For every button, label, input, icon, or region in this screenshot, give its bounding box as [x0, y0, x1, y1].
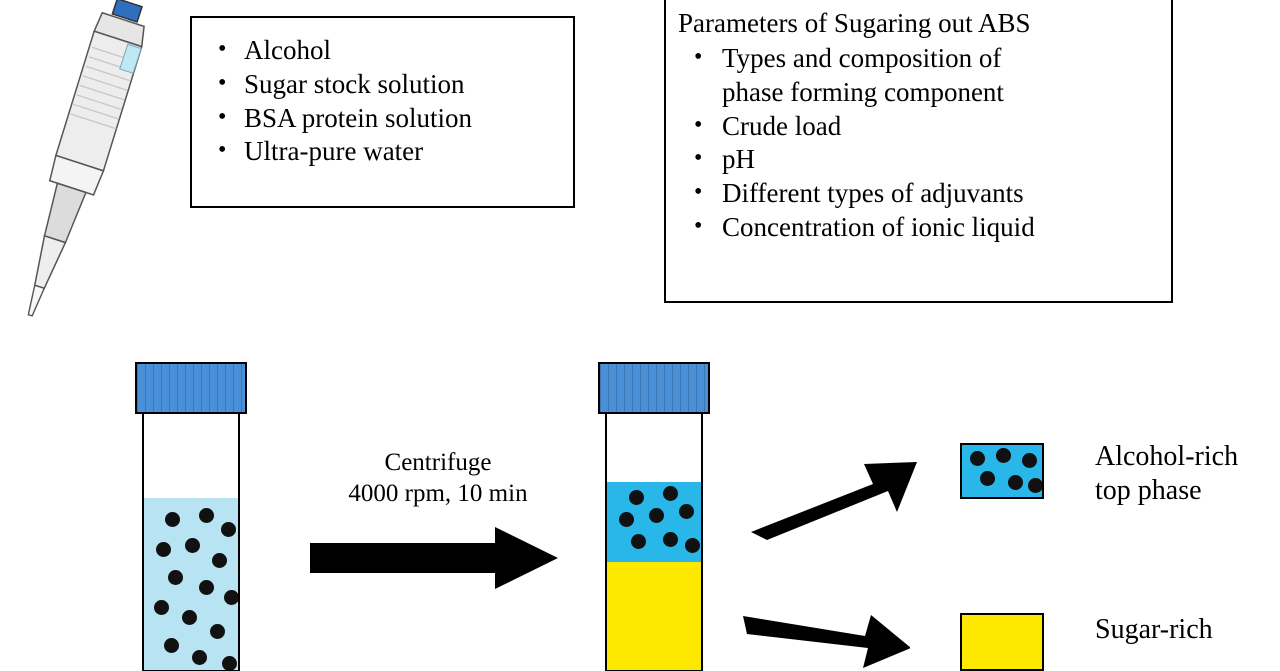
tube-after-centrifuge: [598, 362, 710, 671]
sugar-rich-bottom-phase: [607, 560, 701, 670]
parameters-list: [666, 42, 1171, 245]
sugar-rich-swatch: [960, 613, 1044, 671]
tube-before-centrifuge: [135, 362, 247, 671]
bottom-phase-arrow-icon: [735, 596, 910, 671]
list-item-continuation: phase forming component: [722, 76, 1004, 107]
tube-cap-icon: [598, 362, 710, 414]
tube-body: [605, 414, 703, 671]
alcohol-rich-label: Alcohol-rich top phase: [1095, 441, 1239, 506]
list-item: • pH: [666, 143, 1171, 177]
list-item: • Concentration of ionic liquid: [666, 211, 1171, 245]
list-item: • Ultra-pure water: [192, 135, 573, 169]
mixture-liquid: [144, 498, 238, 670]
sugar-rich-label: Sugar-rich: [1095, 614, 1213, 645]
list-item: • Alcohol: [192, 34, 573, 68]
pipette-illustration: [0, 0, 200, 350]
parameters-title: Parameters of Sugaring out ABS: [678, 8, 1031, 38]
centrifuge-label: Centrifuge 4000 rpm, 10 min: [348, 449, 528, 507]
list-item: • Types and composition of phase forming component: [666, 42, 1171, 110]
ingredients-list: [192, 34, 573, 169]
tube-body: [142, 414, 240, 671]
centrifuge-arrow-icon: [310, 525, 560, 595]
list-item: • Crude load: [666, 110, 1171, 144]
alcohol-rich-swatch: [960, 443, 1044, 499]
list-item: • Different types of adjuvants: [666, 177, 1171, 211]
list-item: • Sugar stock solution: [192, 68, 573, 102]
top-phase-arrow-icon: [745, 440, 920, 550]
parameters-panel: [664, 0, 1173, 303]
tube-cap-icon: [135, 362, 247, 414]
alcohol-rich-top-phase: [607, 482, 701, 562]
ingredients-panel: [190, 16, 575, 208]
list-item: • BSA protein solution: [192, 102, 573, 136]
